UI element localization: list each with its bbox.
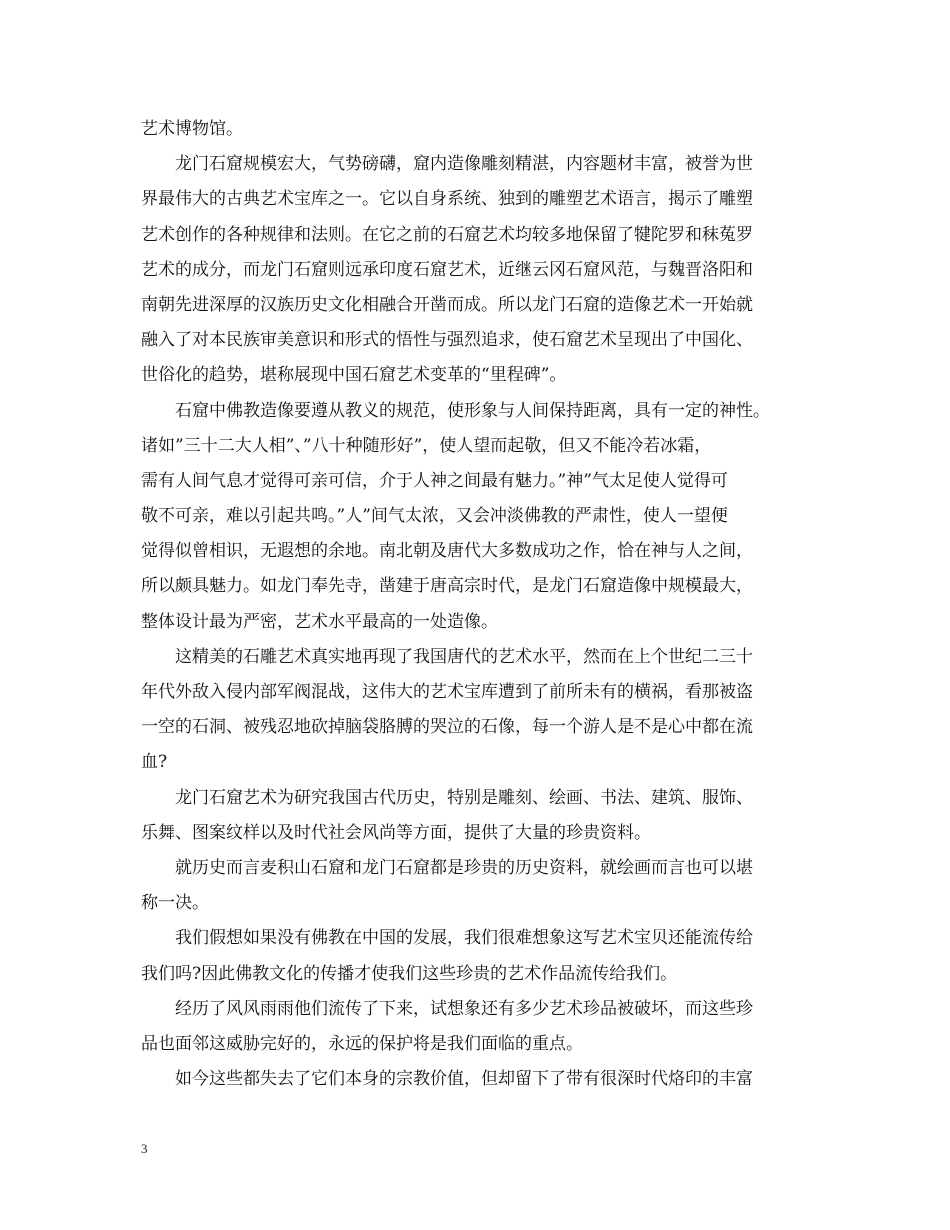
text-line: 称一决。 [141,893,209,914]
text-line: 龙门石窟规模宏大，气势磅礴，窟内造像雕刻精湛，内容题材丰富，被誉为世 [175,154,753,175]
text-line: 界最伟大的古典艺术宝库之一。它以自身系统、独到的雕塑艺术语言，揭示了雕塑 [141,189,753,210]
paragraph [141,851,841,921]
text-line: 艺术创作的各种规律和法则。在它之前的石窟艺术均较多地保留了犍陀罗和秣菟罗 [141,224,753,245]
text-line: 品也面邻这威胁完好的，永远的保护将是我们面临的重点。 [141,1033,583,1054]
text-line: 艺术的成分，而龙门石窟则远承印度石窟艺术，近继云冈石窟风范，与魏晋洛阳和 [141,259,753,280]
paragraph [141,992,841,1062]
paragraph [141,921,841,991]
text-line: 艺术博物馆。 [141,119,243,139]
text-line: 整体设计最为严密，艺术水平最高的一处造像。 [141,611,498,632]
text-line: 龙门石窟艺术为研究我国古代历史，特别是雕刻、绘画、书法、建筑、服饰、 [175,787,753,808]
text-line: 血? [141,752,168,773]
text-line: 融入了对本民族审美意识和形式的悟性与强烈追求，使石窟艺术呈现出了中国化、 [141,330,753,351]
text-line: 一空的石洞、被残忍地砍掉脑袋胳膊的哭泣的石像，每一个游人是不是心中都在流 [141,717,753,738]
paragraph [141,781,841,851]
text-line: 就历史而言麦积山石窟和龙门石窟都是珍贵的历史资料，就绘画而言也可以堪 [175,857,753,878]
paragraph [141,640,841,781]
text-line: 我们假想如果没有佛教在中国的发展，我们很难想象这写艺术宝贝还能流传给 [175,928,753,949]
text-line: 石窟中佛教造像要遵从教义的规范，使形象与人间保持距离，具有一定的神性。 [175,400,770,421]
text-line: 需有人间气息才觉得可亲可信，介于人神之间最有魅力。”神”气太足使人觉得可 [141,470,728,491]
text-line: 所以颇具魅力。如龙门奉先寺，凿建于唐高宗时代，是龙门石窟造像中规模最大， [141,576,753,597]
paragraph [141,147,841,393]
paragraph [141,394,841,640]
text-line: 这精美的石雕艺术真实地再现了我国唐代的艺术水平，然而在上个世纪二三十 [175,646,753,667]
text-line: 诸如”三十二大人相”、”八十种随形好”，使人望而起敬，但又不能冷若冰霜， [141,435,712,456]
text-line: 我们吗?因此佛教文化的传播才使我们这些珍贵的艺术作品流传给我们。 [141,963,678,984]
text-line: 经历了风风雨雨他们流传了下来，试想象还有多少艺术珍品被破坏，而这些珍 [175,998,753,1019]
text-line: 世俗化的趋势，堪称展现中国石窟艺术变革的“里程碑”。 [141,365,567,386]
text-line: 敬不可亲，难以引起共鸣。”人”间气太浓，又会冲淡佛教的严肃性，使人一望便 [141,506,728,527]
paragraph [141,1062,841,1097]
page-number: 3 [141,1141,148,1156]
text-line: 觉得似曾相识，无遐想的余地。南北朝及唐代大多数成功之作，恰在神与人之间， [141,541,753,562]
text-line: 乐舞、图案纹样以及时代社会风尚等方面，提供了大量的珍贵资料。 [141,822,651,843]
text-line: 年代外敌入侵内部军阀混战，这伟大的艺术宝库遭到了前所未有的横祸，看那被盗 [141,682,753,702]
body-text [141,112,841,1097]
text-line: 南朝先进深厚的汉族历史文化相融合开凿而成。所以龙门石窟的造像艺术一开始就 [141,294,753,315]
paragraph [141,112,841,147]
text-line: 如今这些都失去了它们本身的宗教价值，但却留下了带有很深时代烙印的丰富 [175,1069,753,1090]
